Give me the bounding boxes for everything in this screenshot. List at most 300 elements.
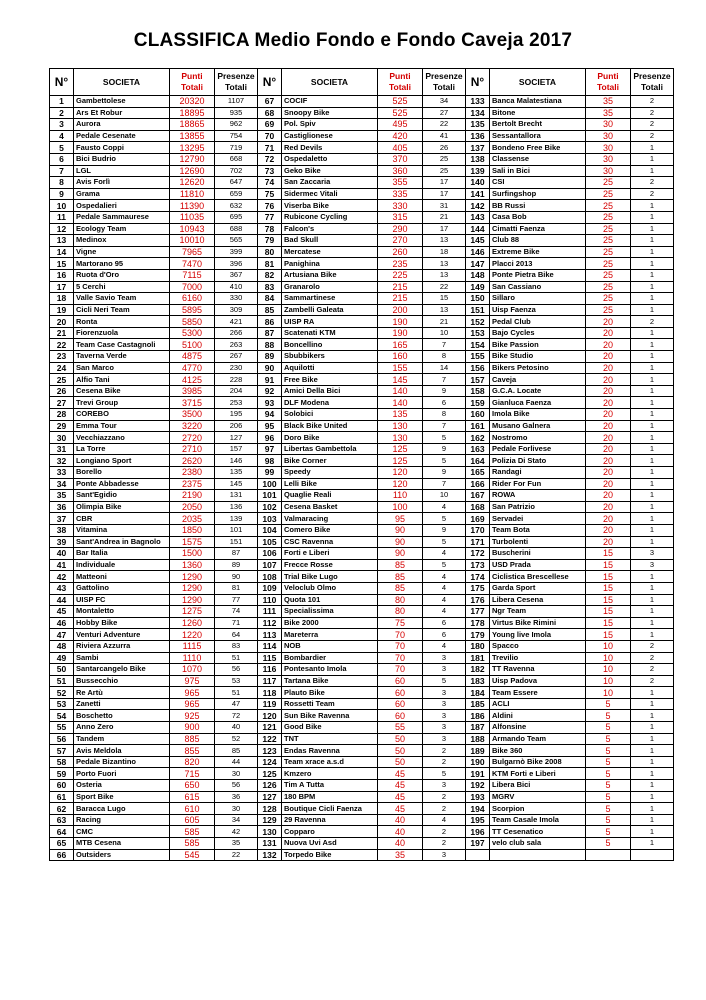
presenze-cell: 64 [215, 629, 258, 641]
table-row [50, 594, 674, 606]
rank-cell: 16 [50, 269, 74, 281]
rank-cell: 180 [466, 640, 490, 652]
punti-cell: 3500 [170, 409, 215, 421]
punti-cell: 40 [378, 814, 423, 826]
societa-cell: USD Prada [490, 559, 586, 571]
societa-cell: Olimpia Bike [74, 501, 170, 513]
rank-cell: 97 [258, 443, 282, 455]
rank-cell: 19 [50, 304, 74, 316]
punti-cell: 70 [378, 652, 423, 664]
punti-cell: 12620 [170, 177, 215, 189]
societa-cell: Bike 360 [490, 745, 586, 757]
punti-cell: 30 [586, 153, 631, 165]
rank-cell: 118 [258, 687, 282, 699]
societa-cell: Granarolo [282, 281, 378, 293]
societa-cell: Baracca Lugo [74, 803, 170, 815]
rank-cell: 161 [466, 420, 490, 432]
table-row [50, 223, 674, 235]
header-societa-3: SOCIETA [490, 69, 586, 96]
presenze-cell: 1 [631, 524, 674, 536]
societa-cell: Turbolenti [490, 536, 586, 548]
presenze-cell: 206 [215, 420, 258, 432]
societa-cell: Snoopy Bike [282, 107, 378, 119]
rank-cell: 189 [466, 745, 490, 757]
rank-cell: 128 [258, 803, 282, 815]
rank-cell: 156 [466, 362, 490, 374]
presenze-cell: 1 [631, 235, 674, 247]
punti-cell: 1850 [170, 524, 215, 536]
table-row [50, 351, 674, 363]
table-row [50, 826, 674, 838]
societa-cell: Ponte Abbadesse [74, 478, 170, 490]
rank-cell: 175 [466, 582, 490, 594]
punti-cell: 30 [586, 142, 631, 154]
rank-cell: 106 [258, 548, 282, 560]
societa-cell: Musano Galnera [490, 420, 586, 432]
presenze-cell: 22 [215, 849, 258, 861]
punti-cell: 50 [378, 745, 423, 757]
societa-cell: Lelli Bike [282, 478, 378, 490]
societa-cell: Tartana Bike [282, 675, 378, 687]
rank-cell: 77 [258, 211, 282, 223]
societa-cell: Trial Bike Lugo [282, 571, 378, 583]
table-row [50, 524, 674, 536]
presenze-cell: 2 [423, 745, 466, 757]
table-row [50, 443, 674, 455]
presenze-cell: 1 [631, 443, 674, 455]
punti-cell: 6160 [170, 293, 215, 305]
presenze-cell: 2 [423, 838, 466, 850]
societa-cell: Sun Bike Ravenna [282, 710, 378, 722]
rank-cell: 120 [258, 710, 282, 722]
punti-cell: 5 [586, 814, 631, 826]
rank-cell: 78 [258, 223, 282, 235]
punti-cell: 50 [378, 733, 423, 745]
table-row [50, 385, 674, 397]
punti-cell: 35 [586, 96, 631, 108]
punti-cell: 2190 [170, 490, 215, 502]
rank-cell: 151 [466, 304, 490, 316]
presenze-cell: 51 [215, 687, 258, 699]
presenze-cell: 151 [215, 536, 258, 548]
rank-cell: 93 [258, 397, 282, 409]
presenze-cell: 2 [423, 803, 466, 815]
presenze-cell: 1 [631, 374, 674, 386]
societa-cell: CSI [490, 177, 586, 189]
rank-cell: 147 [466, 258, 490, 270]
punti-cell: 715 [170, 768, 215, 780]
societa-cell: Mareterra [282, 629, 378, 641]
rank-cell: 141 [466, 188, 490, 200]
societa-cell: Quota 101 [282, 594, 378, 606]
rank-cell: 112 [258, 617, 282, 629]
punti-cell: 11810 [170, 188, 215, 200]
rank-cell: 146 [466, 246, 490, 258]
presenze-cell: 18 [423, 246, 466, 258]
presenze-cell: 2 [631, 96, 674, 108]
punti-cell: 5 [586, 826, 631, 838]
punti-cell: 885 [170, 733, 215, 745]
punti-cell: 10 [586, 652, 631, 664]
presenze-cell: 3 [423, 710, 466, 722]
rank-cell: 76 [258, 200, 282, 212]
presenze-cell: 1 [631, 629, 674, 641]
presenze-cell: 53 [215, 675, 258, 687]
table-row [50, 455, 674, 467]
punti-cell: 650 [170, 780, 215, 792]
rank-cell: 139 [466, 165, 490, 177]
presenze-cell: 21 [423, 316, 466, 328]
punti-cell: 20 [586, 397, 631, 409]
punti-cell: 225 [378, 269, 423, 281]
punti-cell: 15 [586, 559, 631, 571]
punti-cell: 20 [586, 524, 631, 536]
rank-cell: 127 [258, 791, 282, 803]
punti-cell: 820 [170, 756, 215, 768]
rank-cell: 36 [50, 501, 74, 513]
rank-cell: 90 [258, 362, 282, 374]
punti-cell: 290 [378, 223, 423, 235]
societa-cell: Ruota d'Oro [74, 269, 170, 281]
presenze-cell: 89 [215, 559, 258, 571]
presenze-cell: 1 [631, 211, 674, 223]
table-row [50, 664, 674, 676]
presenze-cell: 1 [631, 339, 674, 351]
presenze-cell: 1 [631, 327, 674, 339]
rank-cell: 111 [258, 606, 282, 618]
rank-cell: 192 [466, 780, 490, 792]
presenze-cell: 42 [215, 826, 258, 838]
societa-cell: Ospedaletto [282, 153, 378, 165]
societa-cell: Garda Sport [490, 582, 586, 594]
punti-cell: 5 [586, 722, 631, 734]
punti-cell: 50 [378, 756, 423, 768]
punti-cell: 130 [378, 420, 423, 432]
societa-cell: Borello [74, 467, 170, 479]
presenze-cell: 81 [215, 582, 258, 594]
punti-cell: 15 [586, 606, 631, 618]
societa-cell: Sali in Bici [490, 165, 586, 177]
rank-cell: 143 [466, 211, 490, 223]
rank-cell: 13 [50, 235, 74, 247]
presenze-cell: 77 [215, 594, 258, 606]
rank-cell: 51 [50, 675, 74, 687]
rank-cell: 108 [258, 571, 282, 583]
presenze-cell: 2 [631, 177, 674, 189]
societa-cell: Scorpion [490, 803, 586, 815]
table-row [50, 756, 674, 768]
rank-cell: 27 [50, 397, 74, 409]
punti-cell: 420 [378, 130, 423, 142]
presenze-cell: 3 [631, 548, 674, 560]
rank-cell: 28 [50, 409, 74, 421]
rank-cell: 134 [466, 107, 490, 119]
rank-cell: 91 [258, 374, 282, 386]
table-row [50, 293, 674, 305]
presenze-cell: 2 [631, 675, 674, 687]
rank-cell: 18 [50, 293, 74, 305]
rank-cell: 166 [466, 478, 490, 490]
rank-cell: 10 [50, 200, 74, 212]
rank-cell: 110 [258, 594, 282, 606]
societa-cell: Avis Forlì [74, 177, 170, 189]
societa-cell: Kmzero [282, 768, 378, 780]
presenze-cell: 1 [631, 571, 674, 583]
presenze-cell: 367 [215, 269, 258, 281]
rank-cell: 75 [258, 188, 282, 200]
presenze-cell: 25 [423, 153, 466, 165]
presenze-cell: 1107 [215, 96, 258, 108]
table-row [50, 478, 674, 490]
presenze-cell: 962 [215, 119, 258, 131]
societa-cell: DLF Modena [282, 397, 378, 409]
presenze-cell: 4 [423, 571, 466, 583]
punti-cell: 20 [586, 513, 631, 525]
punti-cell: 90 [378, 524, 423, 536]
societa-cell: Sillaro [490, 293, 586, 305]
rank-cell: 44 [50, 594, 74, 606]
header-punti-3: Punti Totali [586, 69, 631, 96]
rank-cell: 7 [50, 165, 74, 177]
presenze-cell: 14 [423, 362, 466, 374]
punti-cell: 30 [586, 119, 631, 131]
punti-cell: 10943 [170, 223, 215, 235]
presenze-cell: 1 [631, 687, 674, 699]
presenze-cell: 1 [631, 698, 674, 710]
table-row [50, 200, 674, 212]
table-row [50, 107, 674, 119]
societa-cell: Sessantallora [490, 130, 586, 142]
presenze-cell: 87 [215, 548, 258, 560]
societa-cell: Bike 2000 [282, 617, 378, 629]
societa-cell: Fausto Coppi [74, 142, 170, 154]
rank-cell: 68 [258, 107, 282, 119]
societa-cell: Team Case Castagnoli [74, 339, 170, 351]
table-row [50, 153, 674, 165]
table-row [50, 582, 674, 594]
table-row [50, 409, 674, 421]
presenze-cell: 1 [631, 432, 674, 444]
punti-cell: 18895 [170, 107, 215, 119]
presenze-cell: 1 [631, 455, 674, 467]
rank-cell: 99 [258, 467, 282, 479]
presenze-cell: 5 [423, 536, 466, 548]
rank-cell: 103 [258, 513, 282, 525]
rank-cell: 89 [258, 351, 282, 363]
punti-cell: 12790 [170, 153, 215, 165]
societa-cell: Ars Et Robur [74, 107, 170, 119]
punti-cell: 1110 [170, 652, 215, 664]
punti-cell: 40 [378, 838, 423, 850]
societa-cell: Torpedo Bike [282, 849, 378, 861]
rank-cell: 153 [466, 327, 490, 339]
punti-cell: 85 [378, 559, 423, 571]
table-row [50, 722, 674, 734]
punti-cell: 5300 [170, 327, 215, 339]
societa-cell: San Zaccaria [282, 177, 378, 189]
societa-cell: Cesena Bike [74, 385, 170, 397]
presenze-cell: 136 [215, 501, 258, 513]
societa-cell: Free Bike [282, 374, 378, 386]
punti-cell: 155 [378, 362, 423, 374]
societa-cell: MTB Cesena [74, 838, 170, 850]
punti-cell: 20 [586, 478, 631, 490]
rank-cell: 173 [466, 559, 490, 571]
presenze-cell: 1 [631, 756, 674, 768]
punti-cell: 25 [586, 223, 631, 235]
rank-cell: 26 [50, 385, 74, 397]
punti-cell: 5 [586, 756, 631, 768]
rank-cell: 67 [258, 96, 282, 108]
presenze-cell: 7 [423, 374, 466, 386]
societa-cell: Pontesanto Imola [282, 664, 378, 676]
societa-cell: Surfingshop [490, 188, 586, 200]
societa-cell: Pedale Cesenate [74, 130, 170, 142]
societa-cell: Randagi [490, 467, 586, 479]
punti-cell: 405 [378, 142, 423, 154]
presenze-cell: 702 [215, 165, 258, 177]
punti-cell: 45 [378, 768, 423, 780]
punti-cell: 13855 [170, 130, 215, 142]
rank-cell: 133 [466, 96, 490, 108]
societa-cell: Outsiders [74, 849, 170, 861]
table-row [50, 606, 674, 618]
table-row [50, 838, 674, 850]
table-row [50, 246, 674, 258]
rank-cell: 48 [50, 640, 74, 652]
table-row [50, 96, 674, 108]
societa-cell: Pedale Bizantino [74, 756, 170, 768]
punti-cell: 125 [378, 443, 423, 455]
table-row [50, 768, 674, 780]
table-row [50, 559, 674, 571]
rank-cell: 104 [258, 524, 282, 536]
rank-cell: 54 [50, 710, 74, 722]
societa-cell: Cimatti Faenza [490, 223, 586, 235]
societa-cell: Bajo Cycles [490, 327, 586, 339]
rank-cell: 193 [466, 791, 490, 803]
societa-cell: Bike Passion [490, 339, 586, 351]
societa-cell: Team xrace a.s.d [282, 756, 378, 768]
societa-cell: Santarcangelo Bike [74, 664, 170, 676]
punti-cell: 30 [586, 130, 631, 142]
punti-cell: 100 [378, 501, 423, 513]
presenze-cell: 1 [631, 420, 674, 432]
punti-cell: 2620 [170, 455, 215, 467]
punti-cell: 1360 [170, 559, 215, 571]
presenze-cell: 1 [631, 513, 674, 525]
rank-cell: 174 [466, 571, 490, 583]
rank-cell: 176 [466, 594, 490, 606]
punti-cell: 45 [378, 780, 423, 792]
punti-cell: 5 [586, 745, 631, 757]
presenze-cell: 8 [423, 351, 466, 363]
presenze-cell: 1 [631, 536, 674, 548]
societa-cell: Solobici [282, 409, 378, 421]
rank-cell: 163 [466, 443, 490, 455]
societa-cell: Doro Bike [282, 432, 378, 444]
rank-cell: 22 [50, 339, 74, 351]
presenze-cell: 8 [423, 409, 466, 421]
societa-cell: Geko Bike [282, 165, 378, 177]
presenze-cell: 935 [215, 107, 258, 119]
presenze-cell: 90 [215, 571, 258, 583]
header-num-2: N° [258, 69, 282, 96]
table-row [50, 142, 674, 154]
rank-cell: 144 [466, 223, 490, 235]
presenze-cell: 1 [631, 153, 674, 165]
societa-cell: Placci 2013 [490, 258, 586, 270]
presenze-cell: 3 [423, 722, 466, 734]
presenze-cell: 4 [423, 594, 466, 606]
punti-cell: 25 [586, 200, 631, 212]
presenze-cell: 7 [423, 478, 466, 490]
societa-cell: Banca Malatestiana [490, 96, 586, 108]
table-row [50, 467, 674, 479]
rank-cell: 197 [466, 838, 490, 850]
punti-cell: 3985 [170, 385, 215, 397]
societa-cell: TT Ravenna [490, 664, 586, 676]
presenze-cell: 9 [423, 467, 466, 479]
presenze-cell: 17 [423, 223, 466, 235]
table-row [50, 652, 674, 664]
punti-cell: 5 [586, 838, 631, 850]
rank-cell: 15 [50, 258, 74, 270]
rank-cell: 83 [258, 281, 282, 293]
header-num-3: N° [466, 69, 490, 96]
rank-cell: 159 [466, 397, 490, 409]
rank-cell: 37 [50, 513, 74, 525]
societa-cell: Racing [74, 814, 170, 826]
punti-cell: 18865 [170, 119, 215, 131]
presenze-cell: 1 [631, 246, 674, 258]
punti-cell: 10 [586, 664, 631, 676]
presenze-cell: 1 [631, 803, 674, 815]
presenze-cell: 2 [423, 791, 466, 803]
societa-cell: Team Bota [490, 524, 586, 536]
table-row [50, 675, 674, 687]
rank-cell: 71 [258, 142, 282, 154]
punti-cell: 70 [378, 664, 423, 676]
rank-cell: 11 [50, 211, 74, 223]
societa-cell: Classense [490, 153, 586, 165]
societa-cell: Tim A Tutta [282, 780, 378, 792]
table-row [50, 281, 674, 293]
presenze-cell: 2 [631, 130, 674, 142]
rank-cell: 4 [50, 130, 74, 142]
rank-cell: 29 [50, 420, 74, 432]
rank-cell: 86 [258, 316, 282, 328]
presenze-cell: 3 [423, 687, 466, 699]
rank-cell: 95 [258, 420, 282, 432]
presenze-cell: 83 [215, 640, 258, 652]
presenze-cell: 27 [423, 107, 466, 119]
societa-cell: Libertas Gambettola [282, 443, 378, 455]
presenze-cell: 2 [631, 652, 674, 664]
rank-cell: 3 [50, 119, 74, 131]
rank-cell: 191 [466, 768, 490, 780]
rank-cell: 162 [466, 432, 490, 444]
punti-cell: 2050 [170, 501, 215, 513]
societa-cell: Sammartinese [282, 293, 378, 305]
table-row [50, 803, 674, 815]
punti-cell: 90 [378, 548, 423, 560]
punti-cell: 525 [378, 107, 423, 119]
societa-cell: Good Bike [282, 722, 378, 734]
punti-cell: 120 [378, 478, 423, 490]
rank-cell: 85 [258, 304, 282, 316]
societa-cell: San Patrizio [490, 501, 586, 513]
